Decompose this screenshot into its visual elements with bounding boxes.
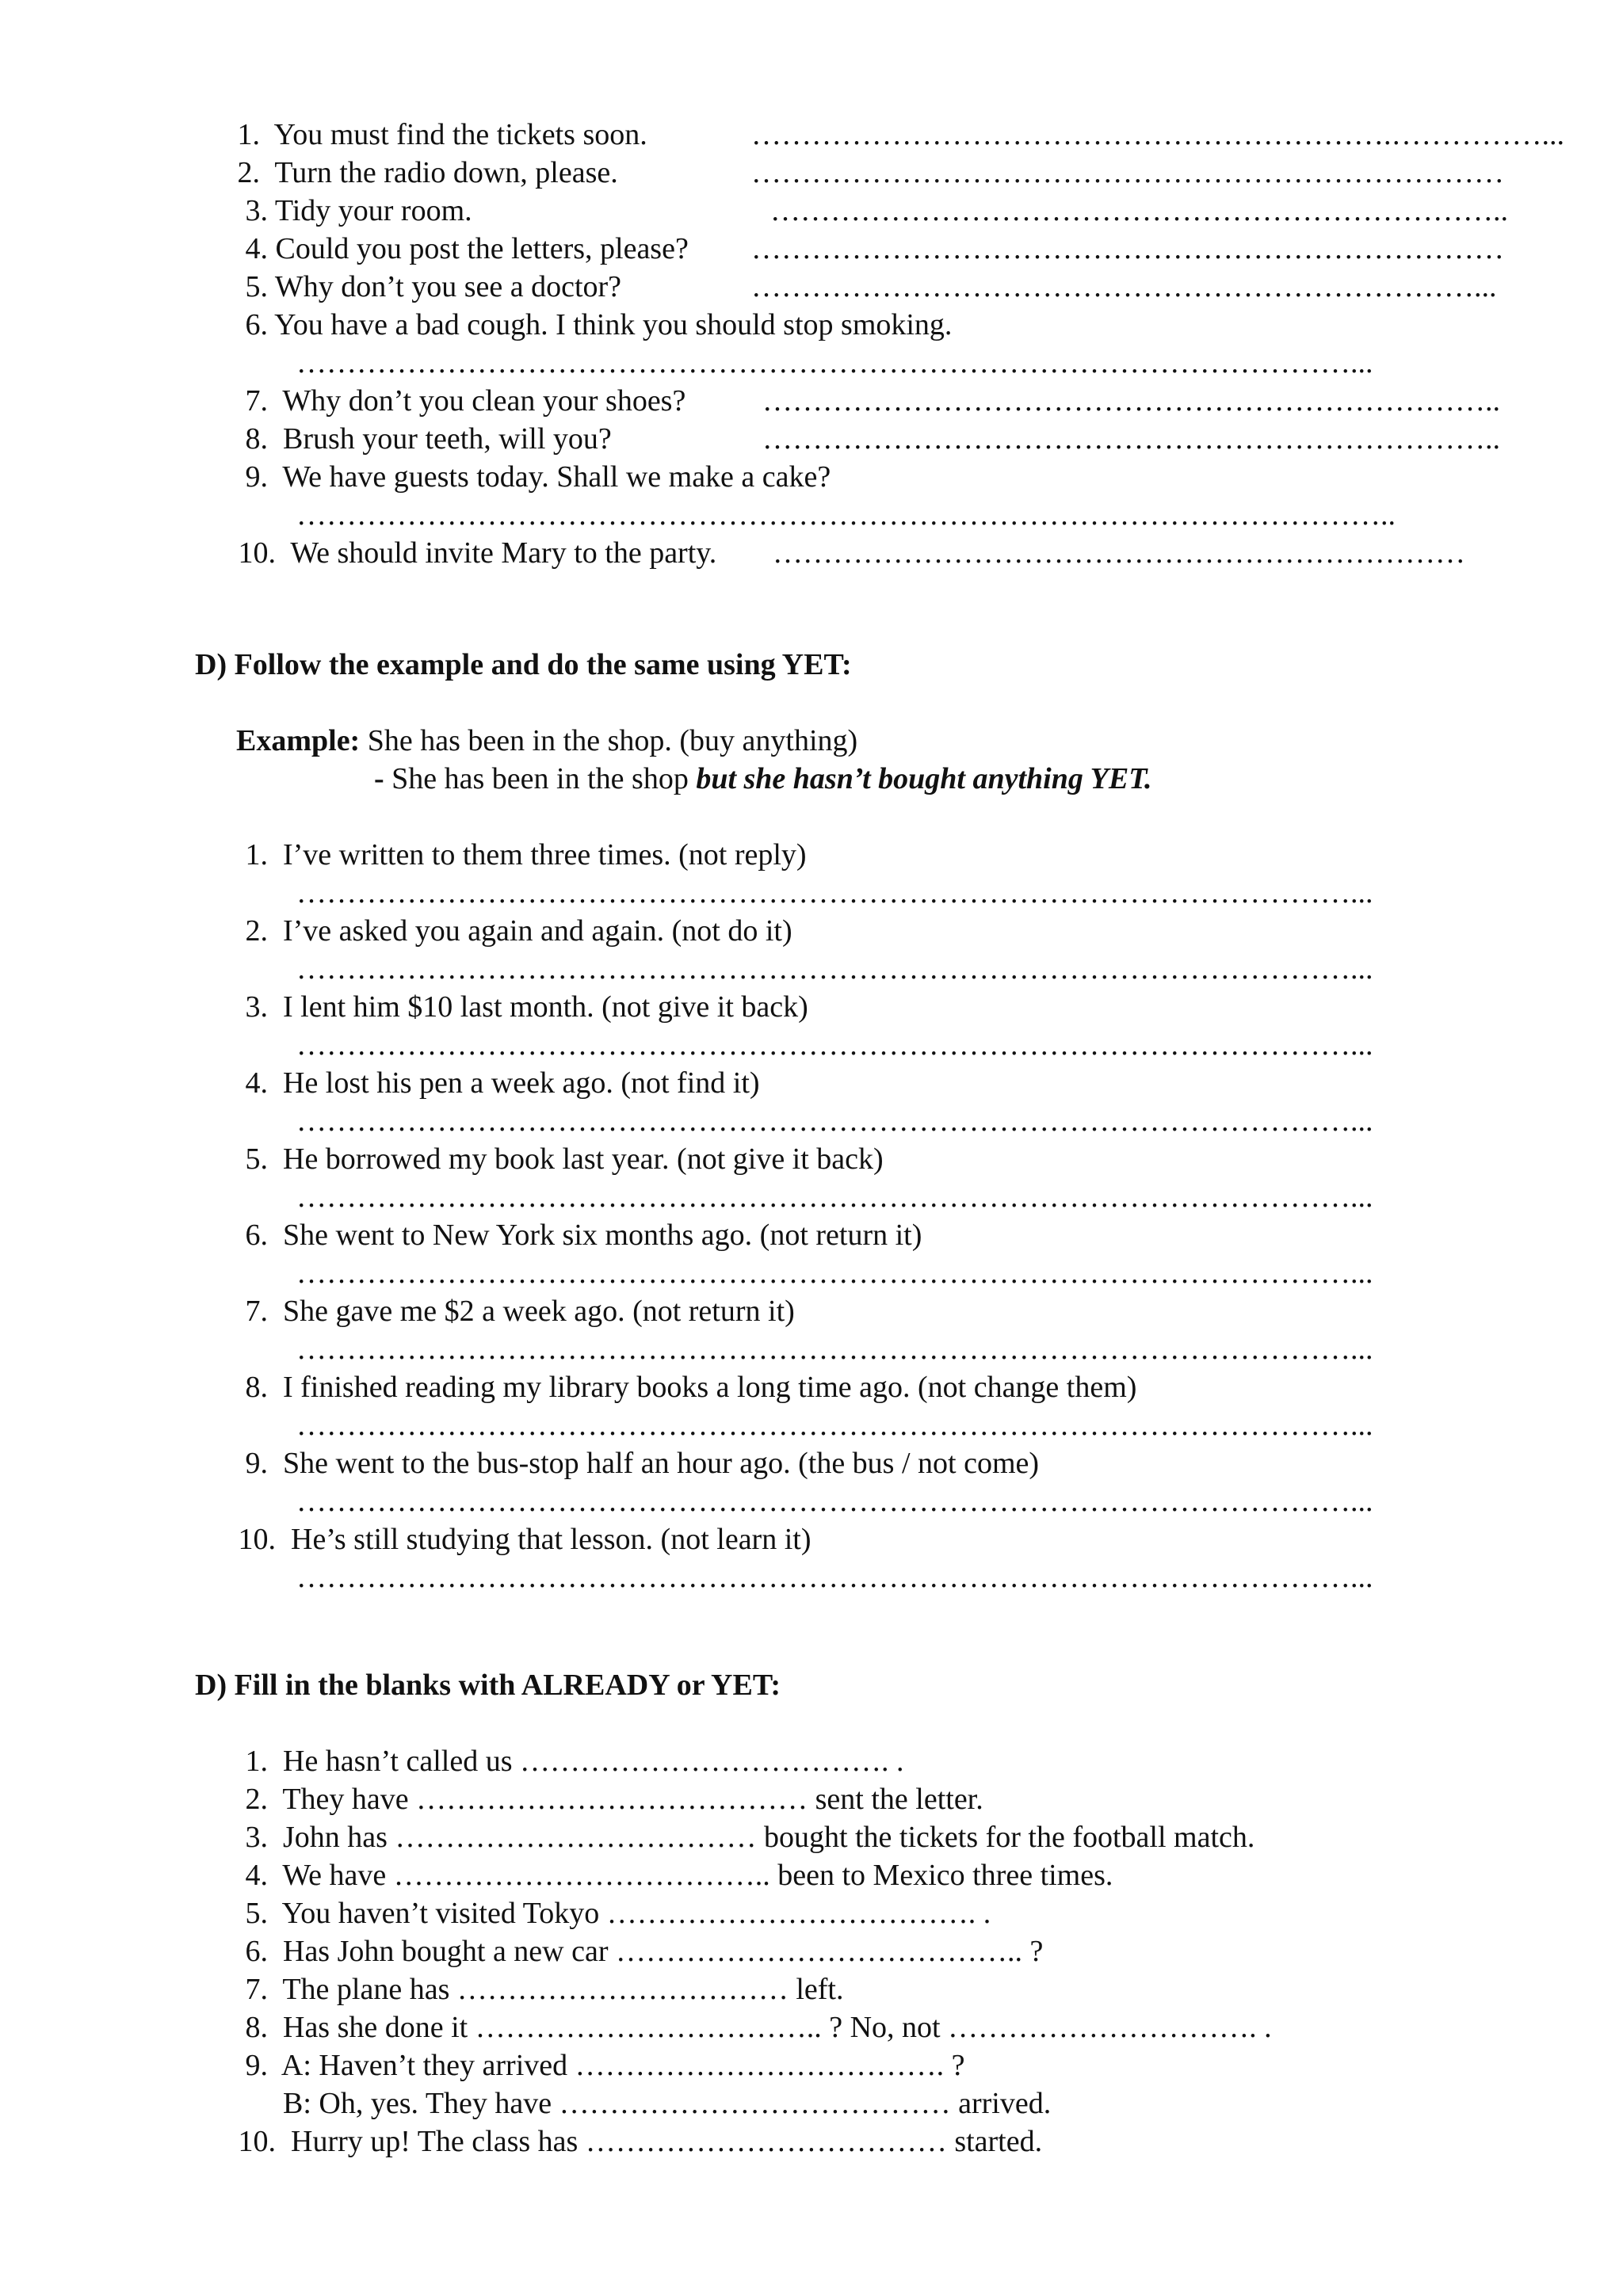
list-item: 1. You must find the tickets soon.	[237, 118, 647, 151]
list-item: 6. Has John bought a new car ………………………………….. ?	[245, 1935, 1044, 1968]
list-item: 7. Why don’t you clean your shoes?	[245, 384, 686, 418]
list-item: 3. Tidy your room.	[245, 194, 472, 227]
list-item: 9. She went to the bus-stop half an hour ago. (the bus / not come)	[245, 1447, 1040, 1480]
answer-blank[interactable]: …………………………………………………………………	[751, 232, 1504, 265]
list-item: 8. I finished reading my library books a long time ago. (not change them)	[245, 1371, 1137, 1404]
list-item: 2. They have ………………………………… sent the letter.	[245, 1783, 983, 1816]
section-heading: D) Follow the example and do the same using YET:	[195, 648, 852, 681]
answer-blank[interactable]: ………………………………………………………………..	[770, 194, 1508, 227]
list-item: 2. I’ve asked you again and again. (not do it)	[245, 914, 792, 948]
answer-blank[interactable]: ……………………………………………………….……………...	[751, 118, 1564, 151]
answer-blank[interactable]: ……………………………………………………………	[773, 536, 1465, 570]
answer-blank[interactable]: ……………………………………………………………………………………………...	[296, 346, 1373, 379]
list-item: 9. A: Haven’t they arrived ………………………………. ?	[245, 2049, 965, 2082]
answer-blank[interactable]: ……………………………………………………………………………………………...	[296, 876, 1373, 910]
list-item: 5. He borrowed my book last year. (not give it back)	[245, 1142, 884, 1176]
list-item: 4. We have ……………………………….. been to Mexico three times.	[245, 1859, 1113, 1892]
list-item: 8. Brush your teeth, will you?	[245, 422, 612, 456]
answer-blank[interactable]: ……………………………………………………………………………………………...	[296, 1485, 1373, 1518]
answer-blank[interactable]: ………………………………………………………………...	[751, 270, 1497, 303]
list-item: 10. He’s still studying that lesson. (not learn it)	[238, 1523, 812, 1556]
list-item: 4. Could you post the letters, please?	[245, 232, 689, 265]
section-heading: D) Fill in the blanks with ALREADY or YET:	[195, 1669, 781, 1702]
answer-blank[interactable]: ………………………………………………………………..	[762, 384, 1500, 418]
list-item: 7. She gave me $2 a week ago. (not return it)	[245, 1295, 795, 1328]
list-item: 2. Turn the radio down, please.	[237, 156, 618, 189]
list-item: 5. You haven’t visited Tokyo ………………………………. .	[245, 1897, 991, 1930]
answer-blank[interactable]: ……………………………………………………………………………………………...	[296, 1104, 1373, 1138]
list-item: 5. Why don’t you see a doctor?	[245, 270, 622, 303]
example-answer: - She has been in the shop but she hasn’t bought anything YET.	[374, 762, 1152, 795]
answer-blank[interactable]: ………………………………………………………………..	[762, 422, 1500, 456]
list-item: 1. He hasn’t called us ………………………………. .	[245, 1745, 904, 1778]
example-line: Example: She has been in the shop. (buy anything)	[236, 724, 858, 757]
list-item: 9. We have guests today. Shall we make a cake?	[245, 460, 831, 494]
list-item: 7. The plane has …………………………… left.	[245, 1973, 844, 2006]
list-item: 4. He lost his pen a week ago. (not find it)	[245, 1066, 760, 1100]
answer-blank[interactable]: ……………………………………………………………………………………………...	[296, 1257, 1373, 1290]
answer-blank[interactable]: ………………………………………………………………………………………………..	[296, 498, 1396, 532]
list-item: 3. John has ……………………………… bought the tickets for the football match.	[245, 1821, 1255, 1854]
answer-blank[interactable]: ……………………………………………………………………………………………...	[296, 952, 1373, 986]
list-item: 6. She went to New York six months ago. (not return it)	[245, 1219, 922, 1252]
answer-blank[interactable]: ……………………………………………………………………………………………...	[296, 1561, 1373, 1594]
list-item: 10. We should invite Mary to the party.	[238, 536, 717, 570]
answer-blank[interactable]: ……………………………………………………………………………………………...	[296, 1028, 1373, 1062]
answer-blank[interactable]: ……………………………………………………………………………………………...	[296, 1180, 1373, 1214]
answer-blank[interactable]: ……………………………………………………………………………………………...	[296, 1409, 1373, 1442]
list-item: 1. I’ve written to them three times. (not reply)	[245, 838, 807, 871]
list-item: 3. I lent him $10 last month. (not give it back)	[245, 990, 808, 1024]
answer-blank[interactable]: …………………………………………………………………	[751, 156, 1504, 189]
list-item: B: Oh, yes. They have ………………………………… arrived.	[283, 2087, 1052, 2120]
list-item: 10. Hurry up! The class has ……………………………… started.	[238, 2125, 1043, 2158]
answer-blank[interactable]: ……………………………………………………………………………………………...	[296, 1333, 1373, 1366]
list-item: 8. Has she done it …………………………….. ? No, not …………………………. .	[245, 2011, 1272, 2044]
list-item: 6. You have a bad cough. I think you should stop smoking.	[245, 308, 953, 341]
